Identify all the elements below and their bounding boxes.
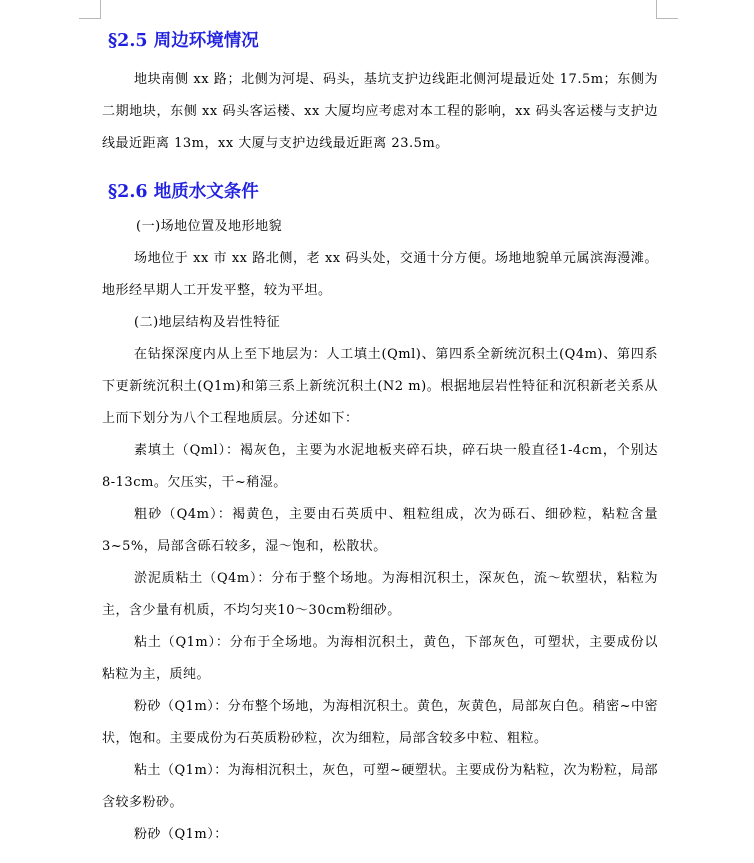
- subsection-title-strata: (二)地层结构及岩性特征: [134, 315, 281, 330]
- section-heading-2-6: §2.6 地质水文条件: [108, 182, 259, 202]
- layer-paragraph: 素填土（Qml）：褐灰色，主要为水泥地板夹碎石块，碎石块一般直径1-4cm，个别达8-13cm。欠压实，干~稍湿。: [102, 443, 658, 490]
- strata-intro-paragraph: 在钻探深度内从上至下地层为：人工填土(Qml)、第四系全新统沉积土(Q4m)、第四系下更新统沉积土(Q1m)和第三系上新统沉积土(N2 m)。根据地层岩性特征和沉积新老关系从上而下划分为八个工程地质层。分述如下：: [102, 347, 658, 426]
- document-page: [102, 26, 658, 851]
- layer-paragraph: 粗砂（Q4m）：褐黄色，主要由石英质中、粗粒组成，次为砾石、细砂粒，粘粒含量3~5%，局部含砾石较多，湿～饱和，松散状。: [102, 507, 658, 554]
- subsection-title-site-location: (一)场地位置及地形地貌: [136, 219, 283, 234]
- site-location-paragraph: 场地位于 xx 市 xx 路北侧，老 xx 码头处，交通十分方便。场地地貌单元属滨海漫滩。地形经早期人工开发平整，较为平坦。: [102, 251, 658, 298]
- page-corner-mark-top-left: [79, 18, 101, 19]
- page-corner-mark-top-right: [656, 0, 657, 18]
- page-corner-mark-top-left: [100, 0, 101, 18]
- layer-paragraph: 粘土（Q1m）：分布于全场地。为海相沉积土，黄色，下部灰色，可塑状，主要成份以粘粒为主，质纯。: [102, 635, 658, 682]
- page-corner-mark-top-right: [656, 18, 678, 19]
- environment-paragraph: 地块南侧 xx 路；北侧为河堤、码头，基坑支护边线距北侧河堤最近处 17.5m；东侧为二期地块，东侧 xx 码头客运楼、xx 大厦均应考虑对本工程的影响，xx 码头客运楼与支护边线最近距离 13m，xx 大厦与支护边线最近距离 23.5m。: [102, 72, 658, 151]
- layer-paragraph: 粉砂（Q1m）：: [134, 827, 228, 842]
- layer-paragraph: 粘土（Q1m）：为海相沉积土，灰色，可塑~硬塑状。主要成份为粘粒，次为粉粒，局部含较多粉砂。: [102, 763, 658, 810]
- layer-paragraph: 粉砂（Q1m）：分布整个场地，为海相沉积土。黄色，灰黄色，局部灰白色。稍密~中密状，饱和。主要成份为石英质粉砂粒，次为细粒，局部含较多中粒、粗粒。: [102, 699, 658, 746]
- section-heading-2-5: §2.5 周边环境情况: [108, 31, 259, 51]
- layer-paragraph: 淤泥质粘土（Q4m）：分布于整个场地。为海相沉积土，深灰色，流～软塑状，粘粒为主，含少量有机质，不均匀夹10～30cm粉细砂。: [102, 571, 658, 618]
